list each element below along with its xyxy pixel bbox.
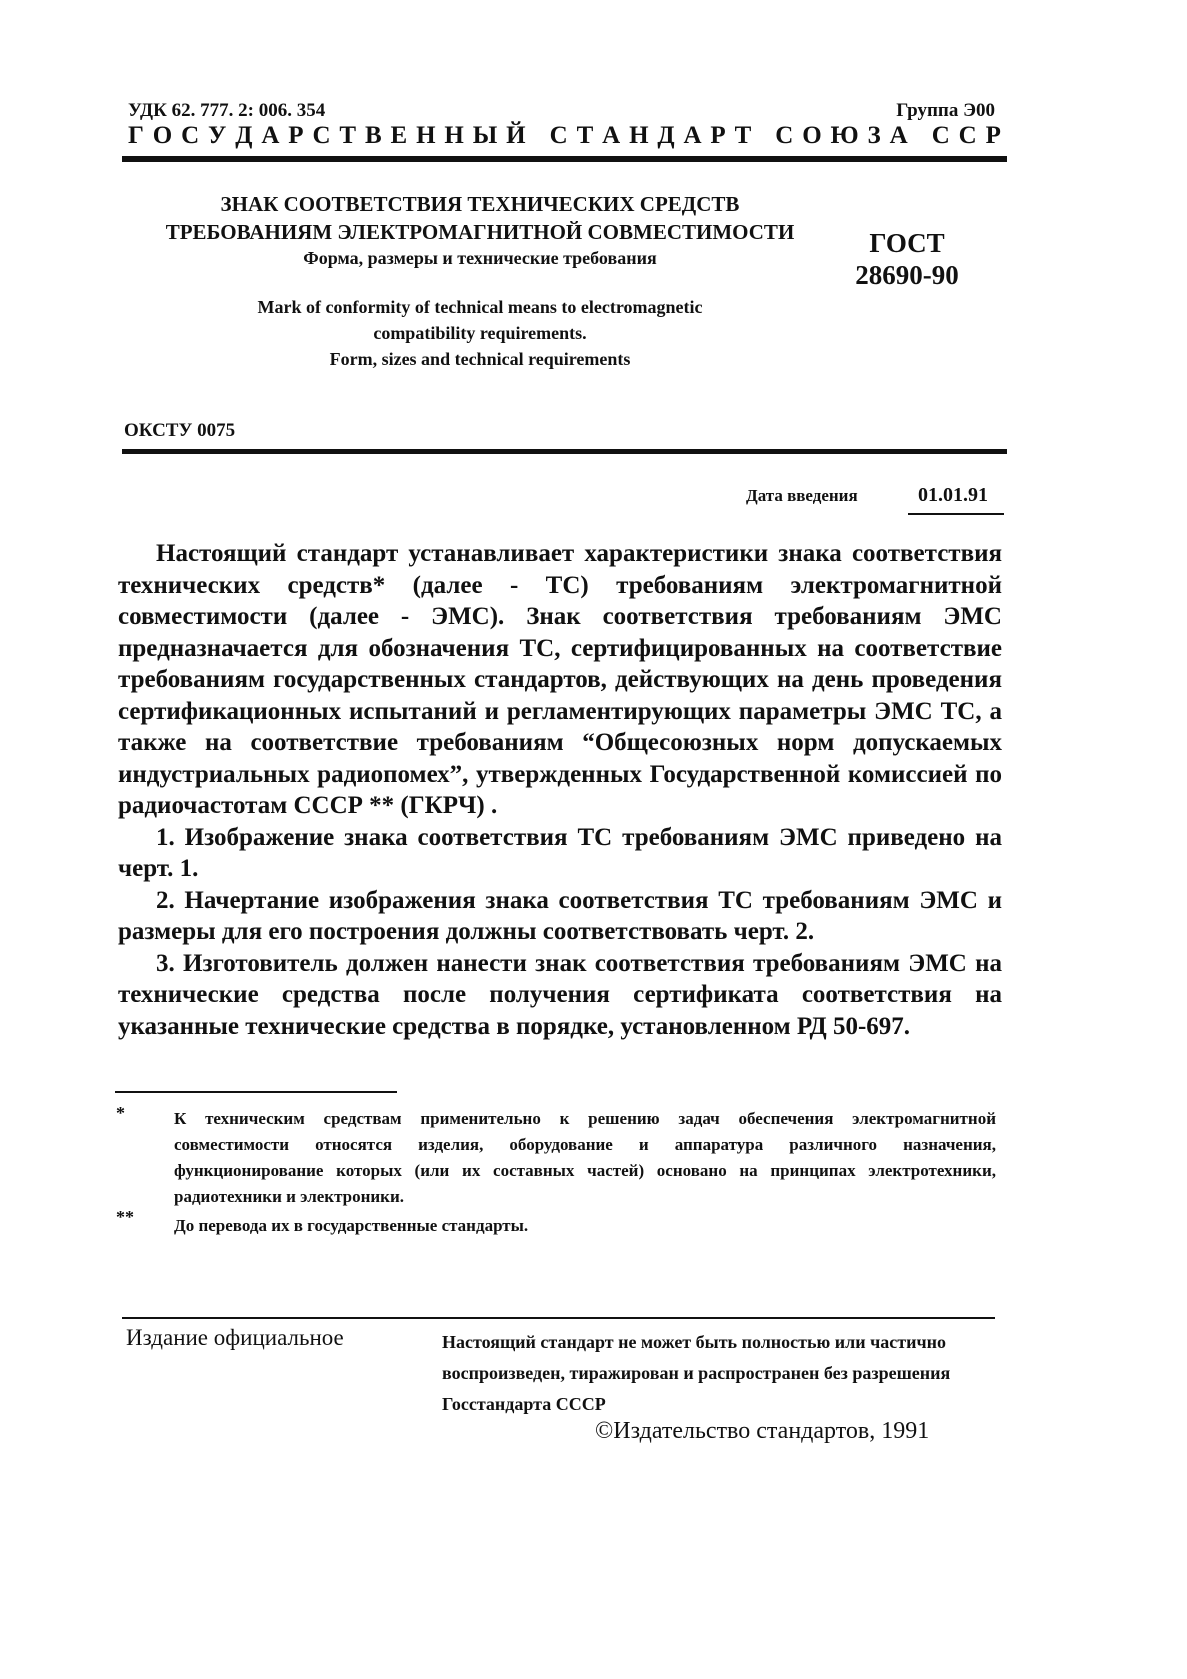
banner-letter: Г	[128, 122, 144, 149]
group-code: Группа Э00	[896, 100, 995, 121]
banner-letter: С	[958, 122, 977, 149]
footnote-separator	[115, 1091, 397, 1093]
banner-letter: А	[683, 122, 702, 149]
banner-letter: З	[867, 122, 881, 149]
gost-label: ГОСТ	[869, 228, 945, 258]
banner-letter: С	[312, 122, 331, 149]
banner-letter: Н	[444, 122, 464, 149]
footer-rule	[122, 1317, 995, 1319]
state-standard-banner	[128, 122, 1001, 150]
body-paragraph-intro: Настоящий стандарт устанавливает характеристики знака соответствия технических средств* (далее - ТС) требованиям электромагнитной совместимости (далее - ЭМС). Знак соответствия требованиям ЭМС предназначается для обозначения ТС, сертифицированных на соответствие требованиям государственных стандартов, действующих на день проведения сертификационных испытаний и регламентирующих параметры ЭМС ТС, а также на соответствие требованиям “Общесоюзных норм допускаемых индустриальных радиопомех”, утвержденных Государственной комиссией по радиочастотам СССР ** (ГКРЧ) .	[118, 540, 1002, 819]
english-title-line-2: compatibility requirements.	[373, 323, 587, 343]
banner-letter: Т	[734, 122, 752, 149]
banner-letter: Д	[657, 122, 675, 149]
banner-letter: Й	[506, 122, 526, 149]
banner-letter: С	[181, 122, 200, 149]
reproduction-notice: Настоящий стандарт не может быть полностью или частично воспроизведен, тиражирован и распространен без разрешения Госстандарта СССР	[442, 1332, 951, 1414]
header-rule	[122, 156, 1007, 162]
banner-letter: Т	[339, 122, 357, 149]
banner-letter	[917, 122, 923, 150]
intro-date-underline	[908, 513, 1004, 515]
body-text	[118, 538, 1002, 1042]
intro-date-label: Дата введения	[746, 486, 858, 505]
title-line-2: ТРЕБОВАНИЯМ ЭЛЕКТРОМАГНИТНОЙ СОВМЕСТИМОСТИ	[165, 220, 795, 244]
banner-letter: Д	[235, 122, 253, 149]
body-paragraph-2: 2. Начертание изображения знака соответствия ТС требованиям ЭМС и размеры для его построения должны соответствовать черт. 2.	[118, 886, 1002, 945]
banner-letter: Р	[710, 122, 726, 149]
banner-letter: С	[931, 122, 950, 149]
english-title-line-1: Mark of conformity of technical means to electromagnetic	[257, 297, 703, 317]
banner-letter	[535, 122, 541, 150]
body-paragraph-1: 1. Изображение знака соответствия ТС требованиям ЭМС приведено на черт. 1.	[118, 823, 1002, 882]
footnote-1-text: К техническим средствам применительно к решению задач обеспечения электромагнитной совместимости относятся изделия, оборудование и аппаратура различного назначения, функционирование которых (или их составных частей) основано на принципах электротехники, радиотехники и электроники.	[174, 1109, 996, 1206]
banner-letter: Е	[390, 122, 408, 149]
banner-letter: А	[602, 122, 621, 149]
banner-letter: А	[889, 122, 908, 149]
banner-letter: Ы	[472, 122, 498, 149]
title-line-1: ЗНАК СООТВЕТСТВИЯ ТЕХНИЧЕСКИХ СРЕДСТВ	[220, 192, 740, 216]
banner-letter: Ю	[830, 122, 859, 149]
footnote-2-mark: **	[116, 1207, 134, 1227]
banner-letter: Р	[985, 122, 1001, 149]
footnote-1-mark: *	[116, 1103, 125, 1123]
okstu-code: ОКСТУ 0075	[124, 420, 236, 441]
banner-letter: Н	[629, 122, 649, 149]
english-title-line-3: Form, sizes and technical requirements	[329, 349, 631, 369]
title-subtitle: Форма, размеры и технические требования	[303, 248, 657, 268]
intro-date-value: 01.01.91	[918, 484, 988, 506]
banner-letter: О	[802, 122, 822, 149]
udk-code: УДК 62. 777. 2: 006. 354	[128, 100, 326, 121]
banner-letter: С	[775, 122, 794, 149]
footnote-2-text: До перевода их в государственные стандарты.	[174, 1216, 529, 1235]
edition-label: Издание официальное	[126, 1325, 344, 1350]
body-paragraph-3: 3. Изготовитель должен нанести знак соответствия требованиям ЭМС на технические средства после получения сертификата соответствия на указанные технические средства в порядке, установленном РД 50-697.	[118, 949, 1002, 1040]
section-rule	[122, 449, 1007, 454]
banner-letter: О	[152, 122, 173, 149]
copyright-line: ©Издательство стандартов, 1991	[595, 1418, 930, 1444]
banner-letter: В	[364, 122, 382, 149]
banner-letter: У	[208, 122, 227, 149]
banner-letter: Т	[576, 122, 594, 149]
banner-letter: А	[261, 122, 280, 149]
banner-letter: Р	[288, 122, 304, 149]
gost-number: 28690-90	[855, 260, 959, 290]
banner-letter	[760, 122, 766, 150]
banner-letter: С	[549, 122, 568, 149]
banner-letter: Н	[416, 122, 436, 149]
